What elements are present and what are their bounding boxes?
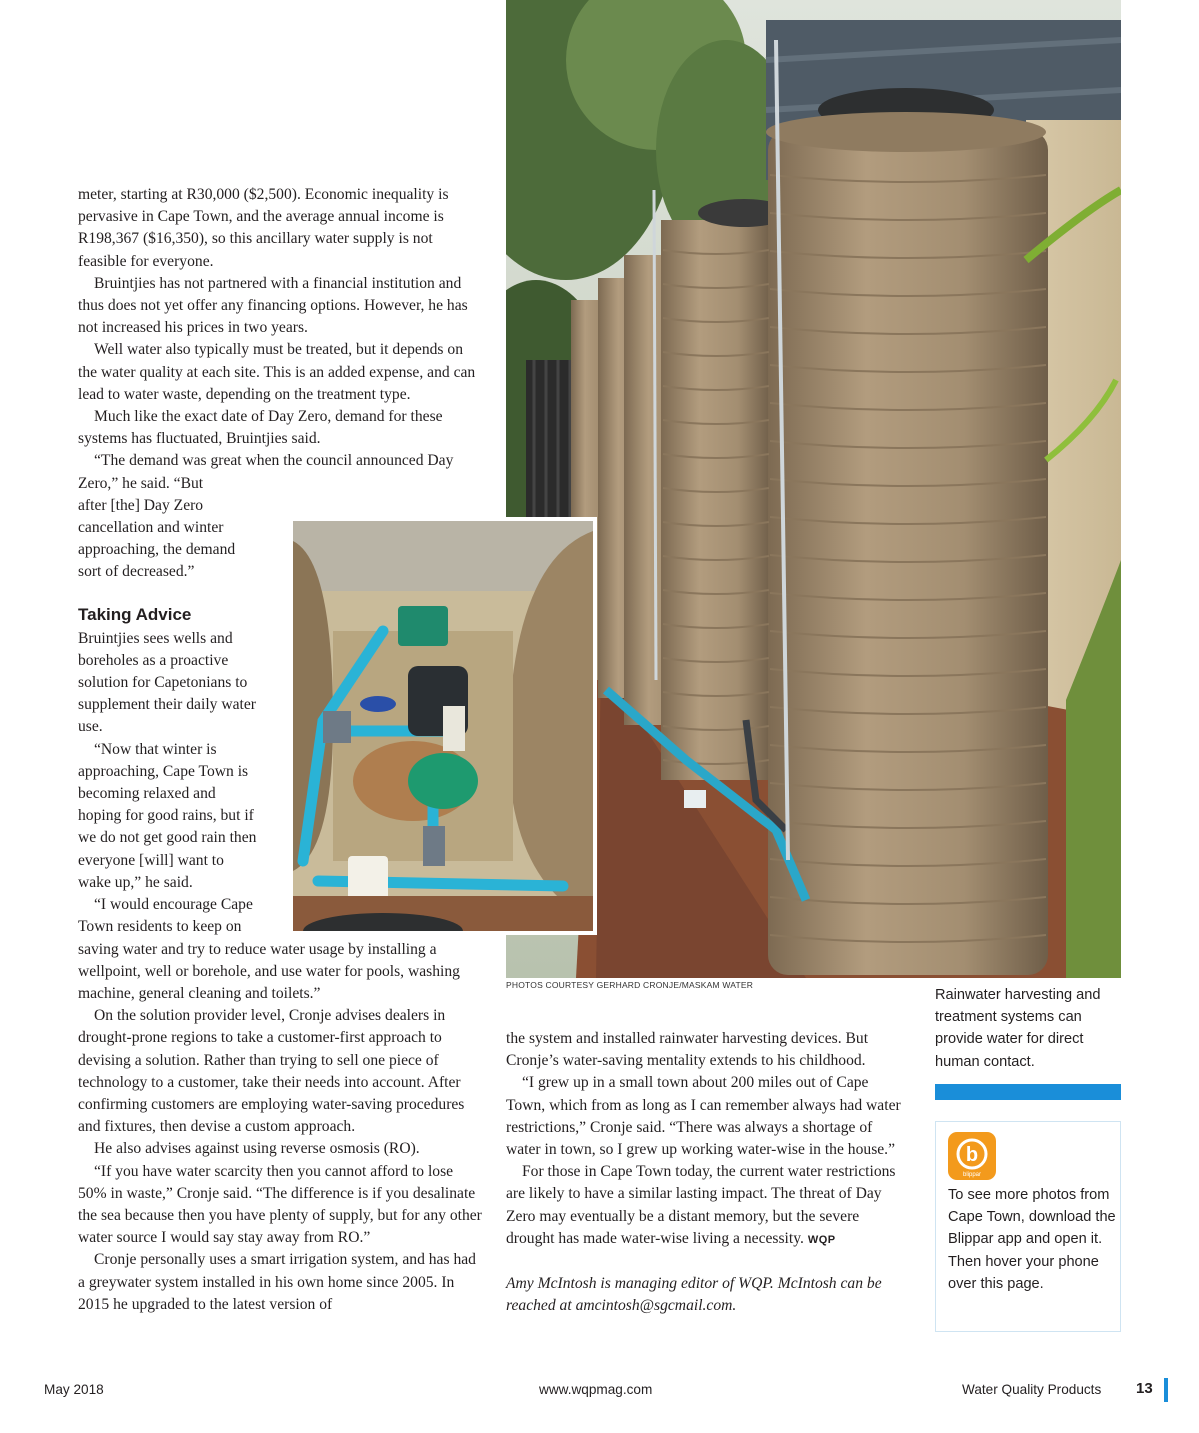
paragraph: He also advises against using reverse osmosis (RO).: [94, 1140, 420, 1158]
paragraph: Bruintjies has not partnered with a financial institution and thus does not yet offer any financing options. However, he has not increased his prices in two years.: [78, 274, 468, 337]
subhead: Taking Advice: [78, 604, 192, 624]
paragraph-wrapped: Bruintjies sees wells and boreholes as a proactive solution for Capetonians to supplement their daily water use.: [78, 629, 256, 736]
photo-caption: Rainwater harvesting and treatment systems can provide water for direct human contact.: [935, 987, 1101, 1070]
paragraph-wrapped: “I would encourage Cape Town residents to keep on: [78, 896, 253, 936]
paragraph-final-text: For those in Cape Town today, the current water restrictions are likely to have a similar lasting impact. The threat of Day Zero may eventually be a distant memory, but the severe drought has made water-wise living a necessity.: [506, 1163, 896, 1247]
photo-water-tanks: [506, 0, 1121, 978]
paragraph: meter, starting at R30,000 ($2,500). Economic inequality is pervasive in Cape Town, and the average annual income is R198,367 ($16,350), so this ancillary water supply is not feasible for everyone.: [78, 186, 449, 270]
paragraph-wrapped: “Now that winter is approaching, Cape Town is becoming relaxed and hoping for good rains, but if we do not get good rain then everyone [will] want to wake up,” he said.: [78, 740, 257, 891]
blippar-logo-letter: b: [965, 1144, 979, 1166]
photo-credit: PHOTOS COURTESY GERHARD CRONJE/MASKAM WATER: [506, 980, 754, 990]
paragraph: saving water and try to reduce water usage by installing a wellpoint, well or borehole, and use water for pools, washing machine, general cleaning and toilets.”: [78, 940, 460, 1002]
paragraph: Much like the exact date of Day Zero, demand for these systems has fluctuated, Bruintjies said.: [78, 408, 443, 448]
paragraph: “I grew up in a small town about 200 miles out of Cape Town, which from as long as I can remember always had water restrictions,” Cronje said. “There was always a shortage of water in town, so I grew up working water-wise in the house.”: [506, 1074, 901, 1159]
blippar-logo-icon[interactable]: [948, 1132, 996, 1180]
blippar-callout: [935, 1121, 1121, 1332]
footer-accent-rule: [1164, 1378, 1168, 1402]
paragraph: On the solution provider level, Cronje advises dealers in drought-prone regions to take a customer-first approach to devising a solution. Rather than trying to sell one piece of technology to a customer, take their needs into account. After confirming customers are employing water-saving procedures and fixtures, then devise a custom approach.: [78, 1007, 465, 1136]
paragraph-final: [506, 1161, 908, 1251]
article-column-right: [506, 1028, 908, 1317]
blippar-logo-word: blippar: [962, 1172, 982, 1178]
paragraph: “If you have water scarcity then you cannot afford to lose 50% in waste,” Cronje said. “The difference is if you desalinate the sea because then you have plenty of supply, but for any other water source I would say stay away from RO.”: [78, 1162, 482, 1247]
divider-bar: [935, 1084, 1121, 1100]
page-number: 13: [1136, 1380, 1153, 1397]
paragraph: the system and installed rainwater harvesting devices. But Cronje’s water-saving mentality extends to his childhood.: [506, 1030, 869, 1070]
paragraph: Cronje personally uses a smart irrigation system, and has had a greywater system installed in his own home since 2005. In 2015 he upgraded to the latest version of: [78, 1251, 476, 1313]
author-bio: Amy McIntosh is managing editor of WQP. McIntosh can be reached at amcintosh@sgcmail.com.: [506, 1275, 882, 1315]
photo-pump-inset: [289, 517, 597, 935]
footer-date: May 2018: [44, 1382, 104, 1397]
end-mark: WQP: [807, 1233, 836, 1246]
paragraph-wrapped: after [the] Day Zero cancellation and winter approaching, the demand sort of decreased.”: [78, 496, 236, 581]
footer-magazine-name: Water Quality Products: [962, 1382, 1102, 1397]
blippar-text: To see more photos from Cape Town, download the Blippar app and open it. Then hover your phone over this page.: [948, 1187, 1116, 1292]
footer-url[interactable]: www.wqpmag.com: [539, 1382, 653, 1397]
paragraph: Well water also typically must be treated, but it depends on the water quality at each site. This is an added expense, and can lead to water waste, depending on the treatment type.: [78, 341, 476, 403]
paragraph: “The demand was great when the council announced Day Zero,” he said. “But: [78, 452, 454, 492]
